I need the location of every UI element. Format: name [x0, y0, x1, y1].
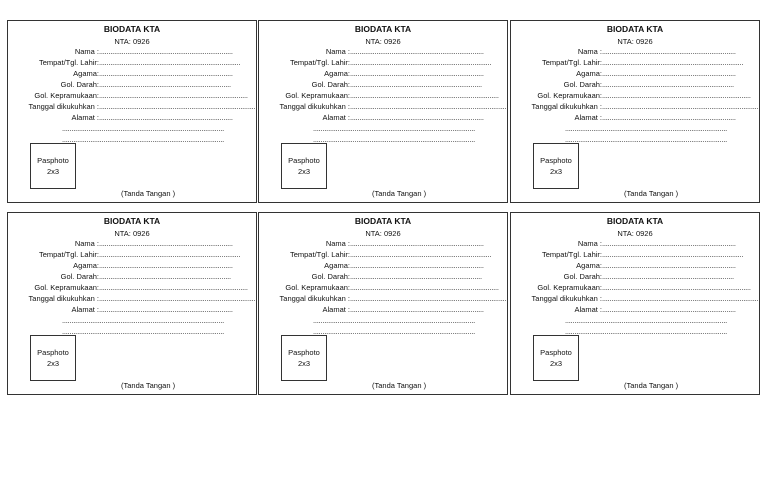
field-row-tempat-tgl-lahir: [511, 58, 761, 69]
field-dots: ......................................................................................: [313, 124, 476, 133]
field-dots: .......................................................................: [350, 69, 484, 78]
field-dots: .......................................................................: [350, 261, 484, 270]
field-dots: .......................................................................: [602, 47, 736, 56]
field-dots: ...........................................................................: [350, 58, 492, 67]
field-label: Alamat :: [322, 305, 350, 314]
field-dots: ...................................................................................: [602, 294, 759, 303]
field-dots: .......................................................................: [99, 69, 233, 78]
field-dots: ...............................................................................: [602, 283, 751, 292]
field-label: Agama:: [324, 69, 350, 78]
address-continuation-line: [511, 316, 761, 327]
signature-label: (Tanda Tangan ): [624, 381, 679, 390]
photo-size: 2x3: [549, 167, 563, 176]
field-dots: ......................................................................................: [62, 316, 225, 325]
field-label: Alamat :: [574, 305, 602, 314]
field-label: Nama :: [577, 47, 602, 56]
address-continuation-line: [511, 124, 761, 135]
field-dots: .......................................................................: [350, 47, 484, 56]
field-dots: ...........................................................................: [99, 250, 241, 259]
field-label: Gol. Kepramukaan:: [537, 283, 602, 292]
card-title: BIODATA KTA: [354, 24, 412, 34]
field-label: Nama :: [325, 47, 350, 56]
field-dots: ...............................................................................: [99, 283, 248, 292]
card-title: BIODATA KTA: [606, 216, 664, 226]
field-dots: ......................................................................................: [565, 124, 728, 133]
field-dots: ......................................................................: [602, 272, 734, 281]
field-dots: ......................................................................................: [62, 135, 225, 144]
field-row-alamat: [511, 113, 761, 124]
field-label: Agama:: [73, 69, 99, 78]
nta-number: NTA: 0926: [365, 37, 401, 46]
nta-number: NTA: 0926: [365, 229, 401, 238]
biodata-card: [510, 212, 760, 395]
field-dots: ......................................................................................: [313, 327, 476, 336]
field-dots: ......................................................................................: [565, 135, 728, 144]
biodata-card: [258, 20, 508, 203]
field-dots: ......................................................................................: [565, 327, 728, 336]
field-label: Gol. Darah:: [563, 272, 602, 281]
photo-size: 2x3: [297, 359, 311, 368]
signature-label: (Tanda Tangan ): [624, 189, 679, 198]
field-dots: .......................................................................: [350, 113, 484, 122]
field-row-agama: [8, 261, 258, 272]
field-dots: ...............................................................................: [99, 91, 248, 100]
field-label: Gol. Darah:: [563, 80, 602, 89]
pasphoto-box: [30, 143, 76, 189]
field-row-nama: [8, 47, 258, 58]
field-row-agama: [511, 69, 761, 80]
field-label: Nama :: [74, 239, 99, 248]
field-dots: ......................................................................................: [313, 316, 476, 325]
field-dots: ......................................................................................: [62, 124, 225, 133]
field-row-nama: [511, 239, 761, 250]
signature-label: (Tanda Tangan ): [372, 189, 427, 198]
field-list: [8, 239, 258, 338]
field-label: Tanggal dikukuhkan :: [28, 102, 99, 111]
nta-number: NTA: 0926: [617, 229, 653, 238]
field-dots: ...................................................................................: [602, 102, 759, 111]
field-list: [259, 47, 509, 146]
field-row-tempat-tgl-lahir: [8, 250, 258, 261]
field-label: Agama:: [576, 261, 602, 270]
field-row-nama: [511, 47, 761, 58]
field-row-gol-darah: [511, 80, 761, 91]
card-title: BIODATA KTA: [103, 24, 161, 34]
field-dots: ...................................................................................: [99, 294, 256, 303]
field-row-gol-kepramukaan: [259, 283, 509, 294]
field-row-tanggal-dikukuhkan: [259, 102, 509, 113]
field-label: Agama:: [324, 261, 350, 270]
field-row-gol-darah: [511, 272, 761, 283]
field-label: Tanggal dikukuhkan :: [531, 294, 602, 303]
field-label: Tempat/Tgl. Lahir:: [38, 250, 99, 259]
field-row-gol-kepramukaan: [511, 91, 761, 102]
field-row-agama: [8, 69, 258, 80]
field-dots: ...................................................................................: [99, 102, 256, 111]
field-row-tempat-tgl-lahir: [511, 250, 761, 261]
field-row-gol-darah: [8, 80, 258, 91]
field-row-tempat-tgl-lahir: [8, 58, 258, 69]
field-row-tanggal-dikukuhkan: [259, 294, 509, 305]
photo-label: Pasphoto: [540, 348, 572, 357]
pasphoto-box: [30, 335, 76, 381]
field-row-tanggal-dikukuhkan: [8, 102, 258, 113]
field-row-gol-darah: [259, 80, 509, 91]
photo-label: Pasphoto: [37, 156, 69, 165]
field-dots: ...............................................................................: [602, 91, 751, 100]
field-label: Gol. Kepramukaan:: [285, 283, 350, 292]
field-dots: .......................................................................: [602, 113, 736, 122]
field-list: [259, 239, 509, 338]
field-dots: ......................................................................: [350, 80, 482, 89]
pasphoto-box: [533, 143, 579, 189]
field-label: Agama:: [576, 69, 602, 78]
field-dots: .......................................................................: [602, 239, 736, 248]
field-dots: .......................................................................: [602, 305, 736, 314]
nta-number: NTA: 0926: [114, 229, 150, 238]
field-row-alamat: [259, 113, 509, 124]
field-row-gol-kepramukaan: [511, 283, 761, 294]
card-title: BIODATA KTA: [606, 24, 664, 34]
field-dots: ......................................................................: [602, 80, 734, 89]
field-label: Nama :: [325, 239, 350, 248]
field-dots: ...................................................................................: [350, 294, 507, 303]
field-row-gol-kepramukaan: [8, 283, 258, 294]
field-dots: ......................................................................: [99, 80, 231, 89]
signature-label: (Tanda Tangan ): [121, 189, 176, 198]
field-dots: .......................................................................: [350, 239, 484, 248]
field-dots: .......................................................................: [99, 261, 233, 270]
field-row-tempat-tgl-lahir: [259, 250, 509, 261]
nta-number: NTA: 0926: [114, 37, 150, 46]
field-row-agama: [259, 69, 509, 80]
field-dots: ......................................................................................: [62, 327, 225, 336]
field-dots: .......................................................................: [350, 305, 484, 314]
field-label: Gol. Darah:: [311, 272, 350, 281]
field-row-agama: [259, 261, 509, 272]
biodata-card: [7, 20, 257, 203]
field-row-tempat-tgl-lahir: [259, 58, 509, 69]
field-label: Alamat :: [71, 113, 99, 122]
field-row-gol-darah: [8, 272, 258, 283]
field-label: Gol. Darah:: [60, 80, 99, 89]
card-title: BIODATA KTA: [103, 216, 161, 226]
photo-label: Pasphoto: [288, 156, 320, 165]
field-row-gol-kepramukaan: [259, 91, 509, 102]
field-label: Tanggal dikukuhkan :: [279, 294, 350, 303]
field-row-tanggal-dikukuhkan: [8, 294, 258, 305]
pasphoto-box: [281, 143, 327, 189]
field-label: Gol. Darah:: [311, 80, 350, 89]
field-row-alamat: [259, 305, 509, 316]
field-label: Gol. Kepramukaan:: [285, 91, 350, 100]
biodata-card: [7, 212, 257, 395]
address-continuation-line: [259, 124, 509, 135]
field-row-gol-kepramukaan: [8, 91, 258, 102]
field-dots: .......................................................................: [602, 69, 736, 78]
field-dots: ......................................................................: [350, 272, 482, 281]
field-row-nama: [259, 47, 509, 58]
field-label: Tanggal dikukuhkan :: [531, 102, 602, 111]
biodata-card: [258, 212, 508, 395]
card-title: BIODATA KTA: [354, 216, 412, 226]
field-list: [8, 47, 258, 146]
field-label: Gol. Darah:: [60, 272, 99, 281]
field-label: Alamat :: [71, 305, 99, 314]
field-dots: ...........................................................................: [99, 58, 241, 67]
address-continuation-line: [8, 316, 258, 327]
photo-label: Pasphoto: [288, 348, 320, 357]
photo-size: 2x3: [549, 359, 563, 368]
field-label: Tempat/Tgl. Lahir:: [289, 250, 350, 259]
field-dots: ...........................................................................: [602, 58, 744, 67]
field-dots: .......................................................................: [602, 261, 736, 270]
photo-label: Pasphoto: [37, 348, 69, 357]
field-dots: ...........................................................................: [350, 250, 492, 259]
field-row-nama: [259, 239, 509, 250]
field-dots: ......................................................................................: [313, 135, 476, 144]
biodata-card: [510, 20, 760, 203]
address-continuation-line: [8, 124, 258, 135]
signature-label: (Tanda Tangan ): [121, 381, 176, 390]
photo-size: 2x3: [297, 167, 311, 176]
field-label: Nama :: [577, 239, 602, 248]
field-label: Tanggal dikukuhkan :: [28, 294, 99, 303]
field-label: Agama:: [73, 261, 99, 270]
field-row-tanggal-dikukuhkan: [511, 294, 761, 305]
field-label: Tempat/Tgl. Lahir:: [38, 58, 99, 67]
field-label: Gol. Kepramukaan:: [34, 91, 99, 100]
signature-label: (Tanda Tangan ): [372, 381, 427, 390]
field-row-gol-darah: [259, 272, 509, 283]
photo-label: Pasphoto: [540, 156, 572, 165]
field-list: [511, 47, 761, 146]
pasphoto-box: [533, 335, 579, 381]
field-label: Tempat/Tgl. Lahir:: [541, 250, 602, 259]
field-label: Tempat/Tgl. Lahir:: [289, 58, 350, 67]
field-row-alamat: [511, 305, 761, 316]
field-label: Alamat :: [574, 113, 602, 122]
field-row-nama: [8, 239, 258, 250]
field-row-tanggal-dikukuhkan: [511, 102, 761, 113]
field-dots: ...................................................................................: [350, 102, 507, 111]
field-row-alamat: [8, 113, 258, 124]
pasphoto-box: [281, 335, 327, 381]
field-dots: .......................................................................: [99, 113, 233, 122]
field-row-alamat: [8, 305, 258, 316]
photo-size: 2x3: [46, 167, 60, 176]
field-row-agama: [511, 261, 761, 272]
field-label: Tempat/Tgl. Lahir:: [541, 58, 602, 67]
field-list: [511, 239, 761, 338]
field-dots: ......................................................................................: [565, 316, 728, 325]
nta-number: NTA: 0926: [617, 37, 653, 46]
field-label: Nama :: [74, 47, 99, 56]
field-label: Gol. Kepramukaan:: [537, 91, 602, 100]
field-dots: .......................................................................: [99, 305, 233, 314]
field-dots: ......................................................................: [99, 272, 231, 281]
field-dots: ...............................................................................: [350, 283, 499, 292]
address-continuation-line: [259, 316, 509, 327]
photo-size: 2x3: [46, 359, 60, 368]
field-label: Alamat :: [322, 113, 350, 122]
field-dots: .......................................................................: [99, 239, 233, 248]
field-dots: ...............................................................................: [350, 91, 499, 100]
field-dots: ...........................................................................: [602, 250, 744, 259]
field-label: Gol. Kepramukaan:: [34, 283, 99, 292]
field-dots: .......................................................................: [99, 47, 233, 56]
field-label: Tanggal dikukuhkan :: [279, 102, 350, 111]
